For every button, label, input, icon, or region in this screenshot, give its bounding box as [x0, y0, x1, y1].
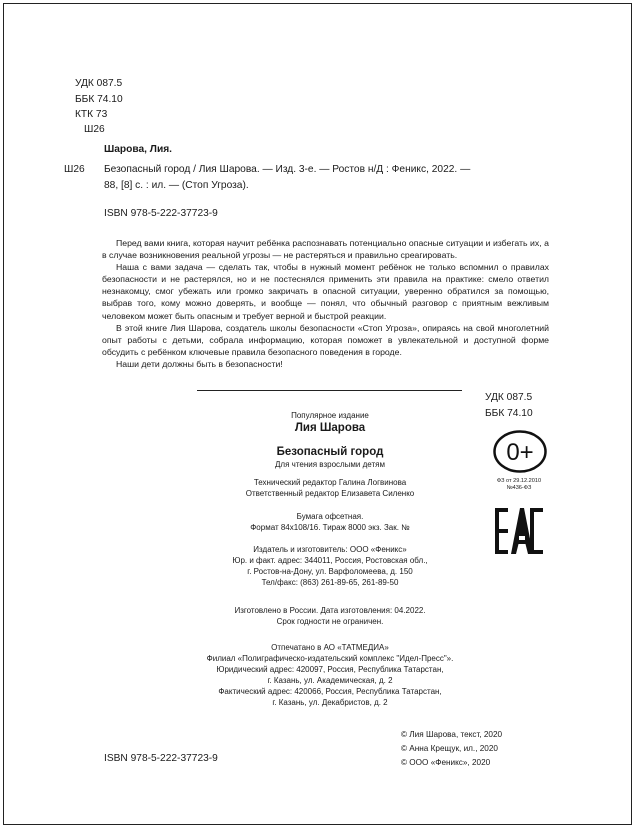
- author-mark: Ш26: [84, 124, 105, 135]
- edition-type: Популярное издание: [291, 411, 369, 420]
- abstract-paragraph: Наша с вами задача — сделать так, чтобы в нужный момент ребёнок не только вспомнил о правилах безопасности и не растерялся, но и не постеснялся применить эти правила на практике: смело ответил незнакомцу, смог убежать или громко закричать в опасной ситуации, уверенно обратился за помощью, выбрав того, кому можно доверять, и вообще — понял, что обычный разговор с приятным вежливым человеком может быть опасным и требует верной и быстрой реакции.: [102, 262, 549, 321]
- law-line-1: ФЗ от 29.12.2010: [496, 478, 542, 484]
- bibliographic-line-1: Безопасный город / Лия Шарова. — Изд. 3-е. — Ростов н/Д : Феникс, 2022. —: [104, 164, 471, 175]
- abstract-paragraph: Наши дети должны быть в безопасности!: [116, 358, 283, 369]
- legal-address-2: г. Ростов-на-Дону, ул. Варфоломеева, д. 150: [247, 567, 413, 576]
- abstract: [102, 237, 549, 370]
- printer-branch: Филиал «Полиграфическо-издательский комплекс "Идел-Пресс"».: [206, 654, 454, 663]
- jur-address-2: г. Казань, ул. Академическая, д. 2: [267, 676, 393, 685]
- resp-editor: Ответственный редактор Елизавета Силенко: [245, 489, 415, 498]
- colophon-author: Лия Шарова: [294, 422, 366, 434]
- copyright-line: © Анна Крещук, ил., 2020: [401, 744, 498, 753]
- print-specs-block: [190, 511, 470, 533]
- editors-block: [190, 477, 470, 499]
- law-line-2: №436-ФЗ: [506, 485, 532, 491]
- author-heading: Шарова, Лия.: [104, 144, 172, 155]
- publisher-block: [190, 544, 470, 588]
- audience-note: Для чтения взрослыми детям: [275, 460, 385, 469]
- format-run: Формат 84x108/16. Тираж 8000 экз. Зак. №: [250, 523, 410, 532]
- age-rating-label: 0+: [506, 439, 534, 466]
- paper-type: Бумага офсетная.: [296, 512, 364, 521]
- eac-certification-icon: [494, 506, 544, 556]
- tech-editor: Технический редактор Галина Логвинова: [253, 478, 407, 487]
- publisher: Издатель и изготовитель: ООО «Феникс»: [253, 545, 407, 554]
- abstract-paragraph: В этой книге Лия Шарова, создатель школы безопасности «Стоп Угроза», опираясь на свой многолетний опыт работы с детьми, собрала информацию, которая поможет в увлекательной и доступной форме обсудить с ребёнком ключевые правила безопасного поведения в городе.: [102, 322, 549, 357]
- udk-code: УДК 087.5: [75, 78, 123, 89]
- jur-address-1: Юридический адрес: 420097, Россия, Республика Татарстан,: [216, 665, 444, 674]
- fact-address-1: Фактический адрес: 420066, Россия, Республика Татарстан,: [218, 687, 442, 696]
- legal-address-1: Юр. и факт. адрес: 344011, Россия, Ростовская обл.,: [232, 556, 428, 565]
- copyright-block: [401, 728, 502, 770]
- colophon-title: Безопасный город: [276, 446, 384, 458]
- abstract-paragraph: Перед вами книга, которая научит ребёнка распознавать потенциально опасные ситуации и избегать их, а в случае возникновения реальной угрозы — не растеряться и правильно среагировать.: [102, 238, 549, 261]
- colophon-header: [190, 410, 470, 435]
- udk-code-right: УДК 087.5: [485, 392, 533, 403]
- copyright-line: © ООО «Феникс», 2020: [401, 758, 491, 767]
- bbk-code-right: ББК 74.10: [485, 408, 533, 419]
- made-in: Изготовлено в России. Дата изготовления: 04.2022.: [234, 606, 426, 615]
- divider-line: [197, 390, 462, 391]
- ktk-code: КТК 73: [75, 109, 108, 120]
- bbk-code: ББК 74.10: [75, 94, 123, 105]
- phone: Тел/факс: (863) 261-89-65, 261-89-50: [261, 578, 399, 587]
- shelf-life: Срок годности не ограничен.: [276, 617, 384, 626]
- bibliographic-line-2: 88, [8] с. : ил. — (Стоп Угроза).: [104, 180, 249, 191]
- printed-by: Отпечатано в АО «ТАТМЕДИА»: [271, 643, 389, 652]
- law-reference: [489, 478, 549, 492]
- eac-mark-glyphs: [495, 508, 543, 554]
- copyright-line: © Лия Шарова, текст, 2020: [401, 730, 503, 739]
- isbn-catalog: ISBN 978-5-222-37723-9: [104, 208, 218, 219]
- colophon-title-block: [190, 445, 470, 470]
- age-rating-icon: [493, 430, 547, 473]
- manufacture-block: [190, 605, 470, 627]
- isbn-footer: ISBN 978-5-222-37723-9: [104, 753, 218, 764]
- catalog-mark: Ш26: [64, 164, 85, 175]
- fact-address-2: г. Казань, ул. Декабристов, д. 2: [272, 698, 388, 707]
- printer-block: [190, 642, 470, 708]
